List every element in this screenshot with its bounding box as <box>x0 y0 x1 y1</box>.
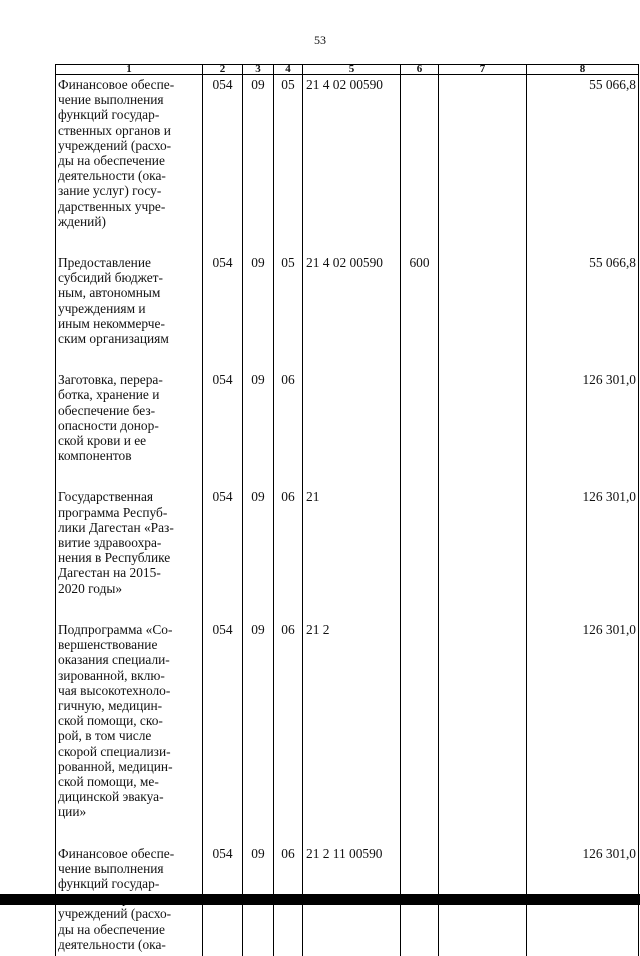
column-7-cell <box>439 370 527 487</box>
section-code-cell: 09 <box>243 370 274 487</box>
subsection-code-cell: 06 <box>274 370 303 487</box>
table-row <box>56 620 639 844</box>
column-7-cell <box>439 75 527 254</box>
budget-table <box>55 64 639 956</box>
column-header-4: 4 <box>274 65 303 75</box>
section-code-cell: 09 <box>243 253 274 370</box>
table-row <box>56 370 639 487</box>
ministry-code-cell: 054 <box>203 253 243 370</box>
expense-type-cell <box>401 75 439 254</box>
target-article-cell: 21 4 02 00590 <box>303 75 401 254</box>
column-header-5: 5 <box>303 65 401 75</box>
subsection-code-cell: 06 <box>274 487 303 619</box>
scan-edge-bar <box>0 894 640 905</box>
target-article-cell: 21 <box>303 487 401 619</box>
target-article-cell: 21 2 <box>303 620 401 844</box>
amount-cell: 126 301,0 <box>527 844 639 956</box>
column-header-3: 3 <box>243 65 274 75</box>
table-row <box>56 487 639 619</box>
column-7-cell <box>439 620 527 844</box>
column-7-cell <box>439 487 527 619</box>
expense-type-cell: 600 <box>401 253 439 370</box>
column-7-cell <box>439 253 527 370</box>
section-code-cell: 09 <box>243 75 274 254</box>
subsection-code-cell: 05 <box>274 253 303 370</box>
subsection-code-cell: 06 <box>274 620 303 844</box>
ministry-code-cell: 054 <box>203 620 243 844</box>
row-name-cell: Финансовое обеспе- чение выполнения функций государ- учреждений (расхо- ды на обеспечение деятельности (ока- <box>56 844 203 956</box>
amount-cell: 55 066,8 <box>527 253 639 370</box>
page-number: 53 <box>314 33 326 47</box>
column-header-2: 2 <box>203 65 243 75</box>
column-header-8: 8 <box>527 65 639 75</box>
column-header-6: 6 <box>401 65 439 75</box>
section-code-cell: 09 <box>243 620 274 844</box>
target-article-cell: 21 4 02 00590 <box>303 253 401 370</box>
column-header-1: 1 <box>56 65 203 75</box>
amount-cell: 126 301,0 <box>527 487 639 619</box>
row-name-cell: Предоставление субсидий бюджет- ным, автономным учреждениям и иным некоммерче- ским организациям <box>56 253 203 370</box>
target-article-cell <box>303 370 401 487</box>
subsection-code-cell: 06 <box>274 844 303 956</box>
ministry-code-cell: 054 <box>203 75 243 254</box>
row-name-cell: Финансовое обеспе- чение выполнения функций государ- ственных органов и учреждений (расхо- ды на обеспечение деятельности (ока- зание услуг) госу- дарственных учре- ждений) <box>56 75 203 254</box>
row-name-cell: Заготовка, перера- ботка, хранение и обеспечение без- опасности донор- ской крови и ее компонентов <box>56 370 203 487</box>
ministry-code-cell: 054 <box>203 487 243 619</box>
column-header-7: 7 <box>439 65 527 75</box>
table-header-row <box>56 65 639 75</box>
expense-type-cell <box>401 370 439 487</box>
subsection-code-cell: 05 <box>274 75 303 254</box>
expense-type-cell <box>401 620 439 844</box>
expense-type-cell <box>401 487 439 619</box>
ministry-code-cell: 054 <box>203 370 243 487</box>
section-code-cell: 09 <box>243 487 274 619</box>
row-name-cell: Подпрограмма «Со- вершенствование оказания специали- зированной, вклю- чая высокотехноло- гичную, медицин- ской помощи, ско- рой, в том числе скорой специализи- рованной, медицин- ской помощи, ме- дицинской эвакуа- ции» <box>56 620 203 844</box>
row-name-cell: Государственная программа Респуб- лики Дагестан «Раз- витие здравоохра- нения в Республике Дагестан на 2015- 2020 годы» <box>56 487 203 619</box>
ministry-code-cell: 054 <box>203 844 243 956</box>
table-row <box>56 75 639 254</box>
section-code-cell: 09 <box>243 844 274 956</box>
target-article-cell: 21 2 11 00590 <box>303 844 401 956</box>
amount-cell: 126 301,0 <box>527 370 639 487</box>
amount-cell: 55 066,8 <box>527 75 639 254</box>
table-row <box>56 253 639 370</box>
amount-cell: 126 301,0 <box>527 620 639 844</box>
